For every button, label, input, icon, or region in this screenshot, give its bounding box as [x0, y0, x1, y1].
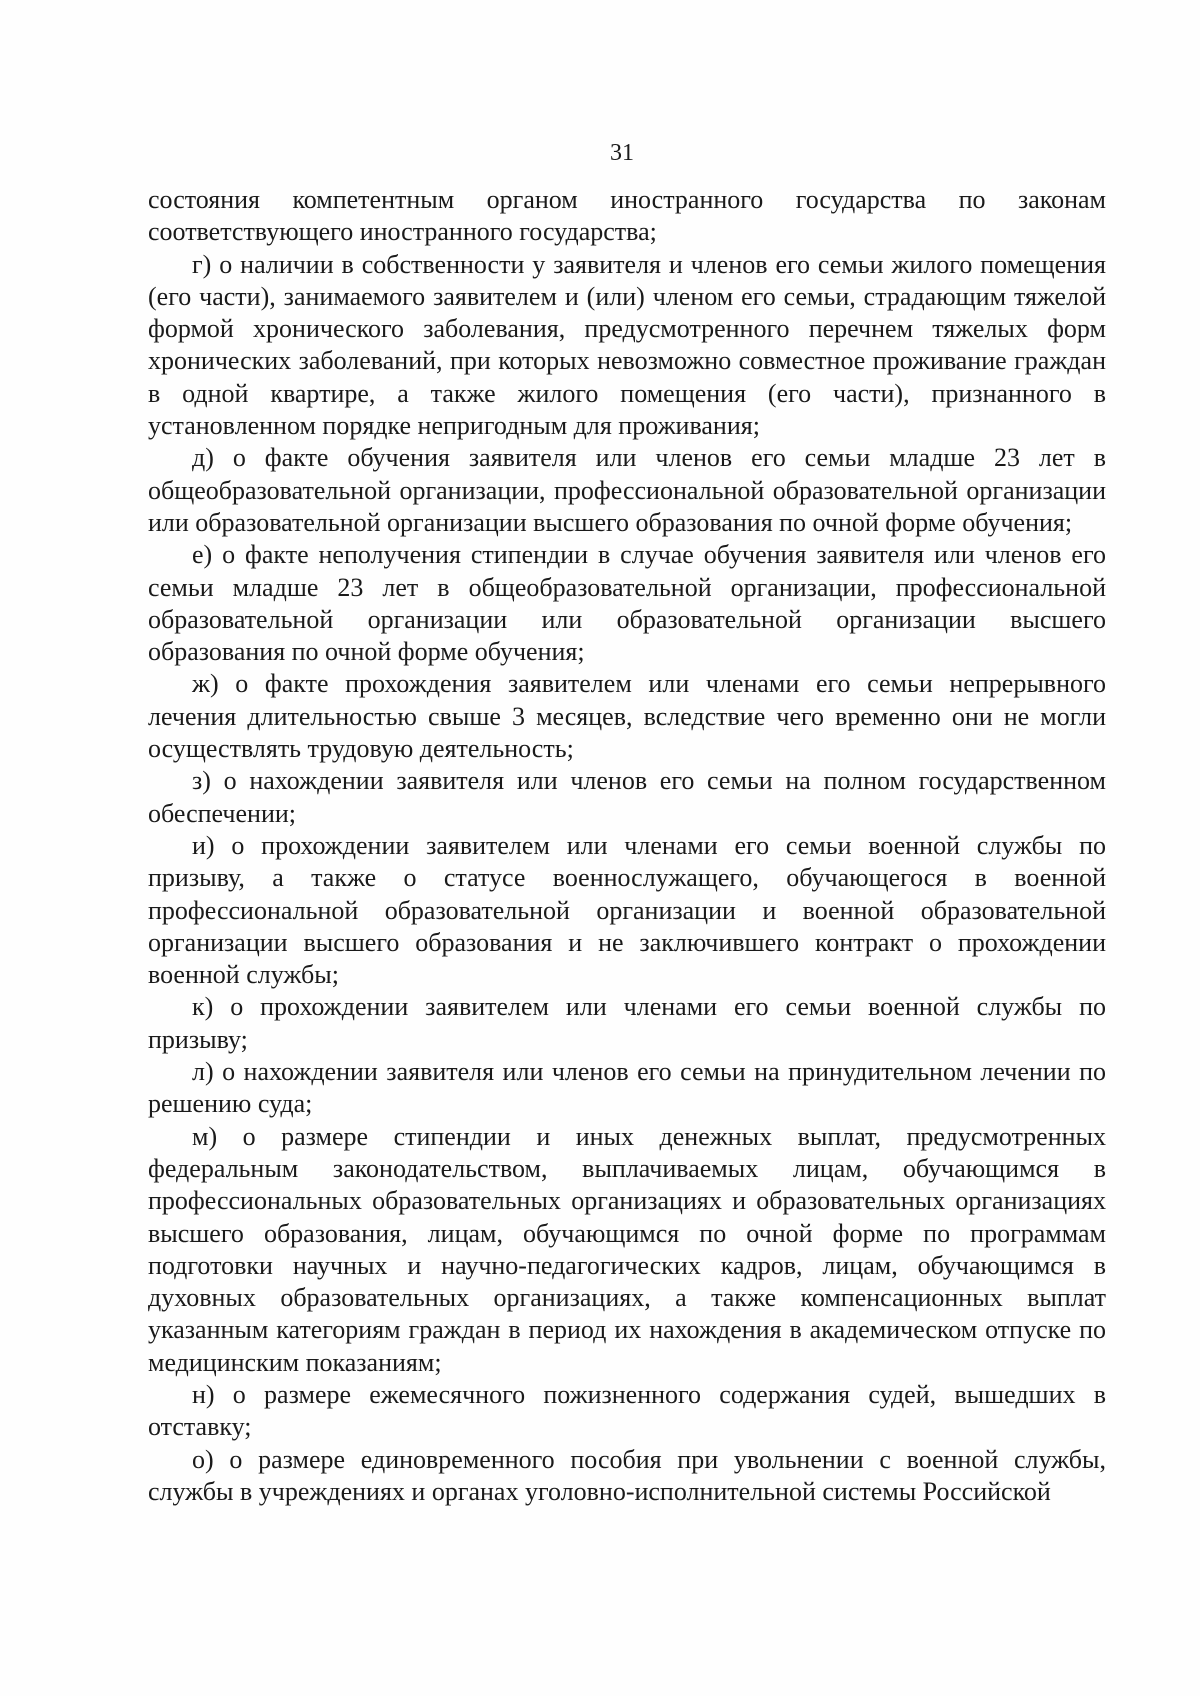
paragraph-d: д) о факте обучения заявителя или членов его семьи младше 23 лет в общеобразовательной организации, профессиональной образовательной организации или образовательной организации высшего образования по очной форме обучения;	[148, 443, 1106, 537]
paragraph-g: г) о наличии в собственности у заявителя и членов его семьи жилого помещения (его части), занимаемого заявителем и (или) членом его семьи, страдающим тяжелой формой хронического заболевания, предусмотренного перечнем тяжелых форм хронических заболеваний, при которых невозможно совместное проживание граждан в одной квартире, а также жилого помещения (его части), признанного в установленном порядке непригодным для проживания;	[148, 249, 1106, 441]
document-body	[148, 184, 1106, 1508]
paragraph-continuation: состояния компетентным органом иностранного государства по законам соответствующего иностранного государства;	[148, 185, 1106, 247]
paragraph-z: з) о нахождении заявителя или членов его семьи на полном государственном обеспечении;	[148, 766, 1106, 828]
paragraph-o: о) о размере единовременного пособия при увольнении с военной службы, службы в учреждениях и органах уголовно-исполнительной системы Российской	[148, 1444, 1106, 1506]
paragraph-k: к) о прохождении заявителем или членами его семьи военной службы по призыву;	[148, 992, 1106, 1054]
paragraph-l: л) о нахождении заявителя или членов его семьи на принудительном лечении по решению суда;	[148, 1057, 1106, 1119]
paragraph-i: и) о прохождении заявителем или членами его семьи военной службы по призыву, а также о статусе военнослужащего, обучающегося в военной профессиональной образовательной организации и военной образовательной организации высшего образования и не заключившего контракт о прохождении военной службы;	[148, 830, 1106, 990]
paragraph-n: н) о размере ежемесячного пожизненного содержания судей, вышедших в отставку;	[148, 1379, 1106, 1442]
page-number: 31	[610, 140, 634, 166]
paragraph-m: м) о размере стипендии и иных денежных выплат, предусмотренных федеральным законодательством, выплачиваемых лицам, обучающимся в профессиональных образовательных организациях и образовательных организациях высшего образования, лицам, обучающимся по очной форме по программам подготовки научных и научно-педагогических кадров, лицам, обучающимся в духовных образовательных организациях, а также компенсационных выплат указанным категориям граждан в период их нахождения в академическом отпуске по медицинским показаниям;	[148, 1121, 1106, 1377]
paragraph-e: е) о факте неполучения стипендии в случае обучения заявителя или членов его семьи младше 23 лет в общеобразовательной организации, профессиональной образовательной организации или образовательной организации высшего образования по очной форме обучения;	[148, 540, 1106, 667]
paragraph-zh: ж) о факте прохождения заявителем или членами его семьи непрерывного лечения длительностью свыше 3 месяцев, вследствие чего временно они не могли осуществлять трудовую деятельность;	[148, 669, 1106, 764]
